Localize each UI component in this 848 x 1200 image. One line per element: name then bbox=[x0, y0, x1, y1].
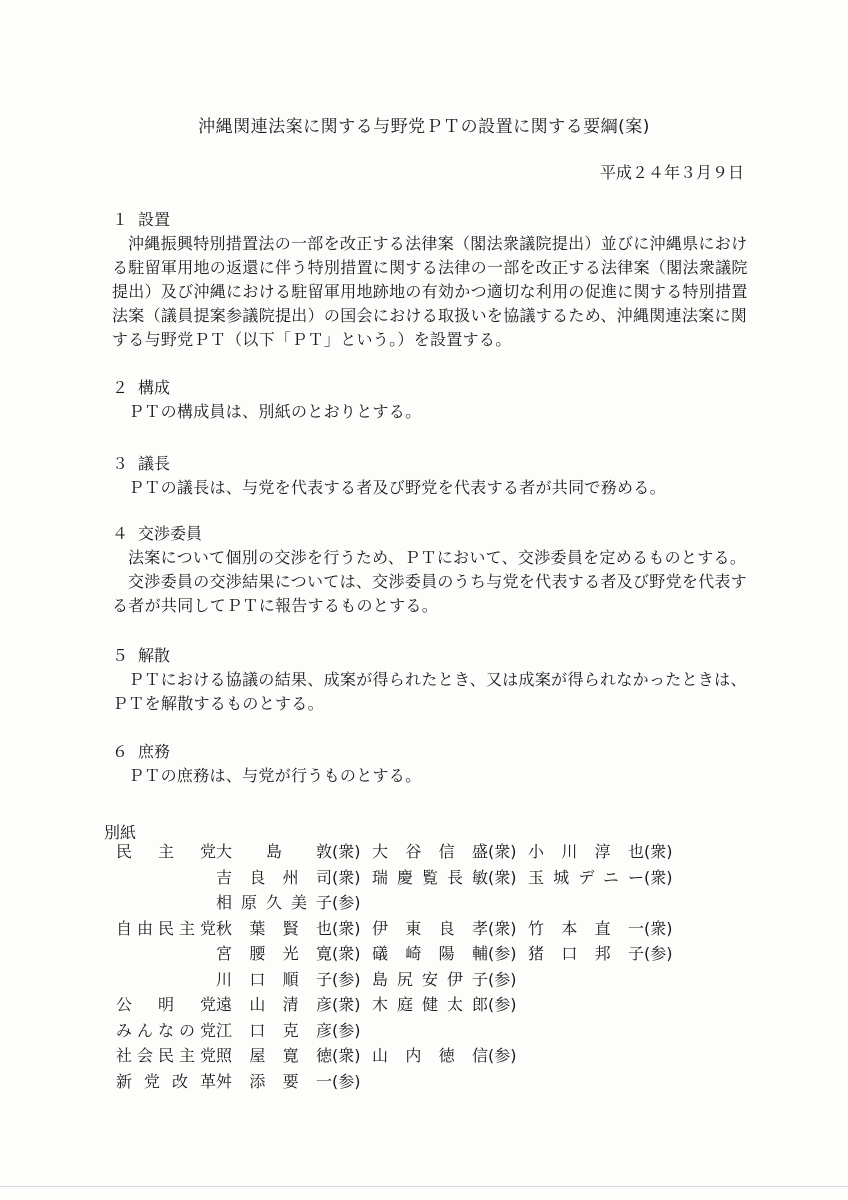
section-number: １ bbox=[112, 210, 129, 229]
party-cell bbox=[116, 1017, 216, 1043]
member-chamber: (衆) bbox=[488, 867, 517, 887]
member-name: 山内徳信 bbox=[372, 1046, 488, 1066]
document-title: 沖縄関連法案に関する与野党ＰＴの設置に関する要綱(案) bbox=[198, 117, 650, 137]
section-body bbox=[112, 400, 752, 424]
member-empty bbox=[528, 966, 684, 992]
member bbox=[216, 966, 372, 992]
member-chamber: (衆) bbox=[644, 867, 673, 887]
member bbox=[216, 1017, 372, 1043]
section-paragraph: ＰＴの構成員は、別紙のとおりとする。 bbox=[128, 402, 422, 421]
party-cell bbox=[116, 966, 216, 992]
member-chamber: (衆) bbox=[488, 842, 517, 862]
member-chamber: (参) bbox=[332, 969, 361, 989]
member-name: 舛添要一 bbox=[216, 1071, 332, 1091]
section-paragraph: ＰＴの議長は、与党を代表する者及び野党を代表する者が共同で務める。 bbox=[128, 478, 666, 497]
party-cell bbox=[116, 940, 216, 966]
roster-row bbox=[116, 915, 684, 941]
section-title: 構成 bbox=[138, 378, 171, 397]
section-heading bbox=[112, 452, 752, 476]
member bbox=[216, 864, 372, 890]
section-number: ４ bbox=[112, 524, 129, 543]
section-body bbox=[112, 232, 752, 352]
member bbox=[216, 1042, 372, 1068]
member bbox=[372, 838, 528, 864]
member-name: 川口順子 bbox=[216, 969, 332, 989]
party-cell bbox=[116, 864, 216, 890]
member bbox=[528, 915, 684, 941]
member-chamber: (衆) bbox=[644, 918, 673, 938]
roster-row bbox=[116, 1068, 684, 1094]
section-title: 交渉委員 bbox=[138, 524, 203, 543]
member-name: 伊東良孝 bbox=[372, 918, 488, 938]
member bbox=[216, 915, 372, 941]
section-establishment bbox=[112, 208, 752, 352]
roster-row bbox=[116, 889, 684, 915]
member bbox=[372, 966, 528, 992]
roster-row bbox=[116, 864, 684, 890]
scan-edge-divider bbox=[0, 1186, 848, 1187]
section-title: 設置 bbox=[138, 210, 171, 229]
section-number: ３ bbox=[112, 454, 129, 473]
member-name: 照屋寛徳 bbox=[216, 1046, 332, 1066]
section-heading bbox=[112, 740, 752, 764]
member-chamber: (参) bbox=[644, 944, 673, 964]
party-cell bbox=[116, 838, 216, 864]
section-body bbox=[112, 546, 752, 618]
roster-row bbox=[116, 838, 684, 864]
section-heading bbox=[112, 376, 752, 400]
party-name: みんなの党 bbox=[116, 1020, 216, 1040]
document-date: 平成２４年３月９日 bbox=[599, 163, 744, 182]
roster-row bbox=[116, 966, 684, 992]
party-name: 公明党 bbox=[116, 995, 216, 1015]
section-number: ６ bbox=[112, 742, 129, 761]
member-empty bbox=[372, 889, 528, 915]
member-name: 吉良州司 bbox=[216, 867, 332, 887]
member bbox=[372, 940, 528, 966]
member-chamber: (参) bbox=[332, 1071, 361, 1091]
section-general-affairs bbox=[112, 740, 752, 788]
roster-row bbox=[116, 940, 684, 966]
member bbox=[372, 915, 528, 941]
party-cell bbox=[116, 889, 216, 915]
section-number: ５ bbox=[112, 646, 129, 665]
member-empty bbox=[528, 889, 684, 915]
section-heading bbox=[112, 522, 752, 546]
member-name: 瑞慶覧長敏 bbox=[372, 867, 488, 887]
section-composition bbox=[112, 376, 752, 424]
member-empty bbox=[372, 1017, 528, 1043]
section-body bbox=[112, 668, 752, 716]
party-cell bbox=[116, 1068, 216, 1094]
member-name: 猪口邦子 bbox=[528, 944, 644, 964]
member-chamber: (衆) bbox=[644, 842, 673, 862]
section-body bbox=[112, 476, 752, 500]
section-title: 庶務 bbox=[138, 742, 171, 761]
member bbox=[528, 940, 684, 966]
member-name: 木庭健太郎 bbox=[372, 995, 488, 1015]
party-cell bbox=[116, 1042, 216, 1068]
member-chamber: (衆) bbox=[332, 995, 361, 1015]
member-name: 宮腰光寛 bbox=[216, 944, 332, 964]
member-name: 江口克彦 bbox=[216, 1020, 332, 1040]
member-empty bbox=[372, 1068, 528, 1094]
member bbox=[216, 940, 372, 966]
member bbox=[528, 838, 684, 864]
member-name: 遠山清彦 bbox=[216, 995, 332, 1015]
member-chamber: (参) bbox=[488, 1046, 517, 1066]
member-name: 島尻安伊子 bbox=[372, 969, 488, 989]
member-name: 秋葉賢也 bbox=[216, 918, 332, 938]
party-name: 新党改革 bbox=[116, 1071, 216, 1091]
roster-row bbox=[116, 1017, 684, 1043]
section-paragraph: ＰＴの庶務は、与党が行うものとする。 bbox=[128, 766, 422, 785]
member-name: 大谷信盛 bbox=[372, 842, 488, 862]
section-chair bbox=[112, 452, 752, 500]
member-chamber: (衆) bbox=[332, 867, 361, 887]
member-empty bbox=[528, 1042, 684, 1068]
appendix-label: 別紙 bbox=[104, 823, 137, 842]
member-chamber: (参) bbox=[332, 1020, 361, 1040]
member-name: 相原久美子 bbox=[216, 893, 332, 913]
party-name: 自由民主党 bbox=[116, 918, 216, 938]
member-chamber: (参) bbox=[488, 944, 517, 964]
member-chamber: (衆) bbox=[332, 1046, 361, 1066]
roster-row bbox=[116, 991, 684, 1017]
member bbox=[372, 864, 528, 890]
member-empty bbox=[528, 1068, 684, 1094]
member-chamber: (衆) bbox=[332, 842, 361, 862]
section-paragraph: 沖縄振興特別措置法の一部を改正する法律案（閣法衆議院提出）並びに沖縄県における駐留軍用地の返還に伴う特別措置に関する法律の一部を改正する法律案（閣法衆議院提出）及び沖縄における駐留軍用地跡地の有効かつ適切な利用の促進に関する特別措置法案（議員提案参議院提出）の国会における取扱いを協議するため、沖縄関連法案に関する与野党ＰＴ（以下「ＰＴ」という。）を設置する。 bbox=[112, 234, 748, 349]
member-name: 大島敦 bbox=[216, 842, 332, 862]
roster-row bbox=[116, 1042, 684, 1068]
member-chamber: (参) bbox=[488, 995, 517, 1015]
party-cell bbox=[116, 991, 216, 1017]
member bbox=[372, 1042, 528, 1068]
member-name: 玉城デニー bbox=[528, 867, 644, 887]
member-chamber: (衆) bbox=[332, 944, 361, 964]
member-chamber: (参) bbox=[488, 969, 517, 989]
section-paragraph: 法案について個別の交渉を行うため、ＰＴにおいて、交渉委員を定めるものとする。 bbox=[128, 548, 747, 567]
member bbox=[216, 889, 372, 915]
member bbox=[372, 991, 528, 1017]
section-dissolution bbox=[112, 644, 752, 716]
member-name: 竹本直一 bbox=[528, 918, 644, 938]
member bbox=[216, 991, 372, 1017]
party-name: 社会民主党 bbox=[116, 1046, 216, 1066]
section-body bbox=[112, 764, 752, 788]
party-cell bbox=[116, 915, 216, 941]
member-empty bbox=[528, 1017, 684, 1043]
member-chamber: (衆) bbox=[332, 918, 361, 938]
member-chamber: (参) bbox=[332, 893, 361, 913]
member-empty bbox=[528, 991, 684, 1017]
section-negotiators bbox=[112, 522, 752, 618]
member-roster bbox=[116, 838, 684, 1093]
section-title: 解散 bbox=[138, 646, 171, 665]
section-heading bbox=[112, 208, 752, 232]
member-name: 小川淳也 bbox=[528, 842, 644, 862]
member-chamber: (衆) bbox=[488, 918, 517, 938]
party-name: 民主党 bbox=[116, 842, 216, 862]
section-title: 議長 bbox=[138, 454, 171, 473]
member-name: 礒崎陽輔 bbox=[372, 944, 488, 964]
section-heading bbox=[112, 644, 752, 668]
member bbox=[528, 864, 684, 890]
section-number: ２ bbox=[112, 378, 129, 397]
section-paragraph: ＰＴにおける協議の結果、成案が得られたとき、又は成案が得られなかったときは、ＰＴを解散するものとする。 bbox=[112, 670, 747, 713]
member bbox=[216, 838, 372, 864]
section-paragraph: 交渉委員の交渉結果については、交渉委員のうち与党を代表する者及び野党を代表する者が共同してＰＴに報告するものとする。 bbox=[112, 572, 748, 615]
member bbox=[216, 1068, 372, 1094]
